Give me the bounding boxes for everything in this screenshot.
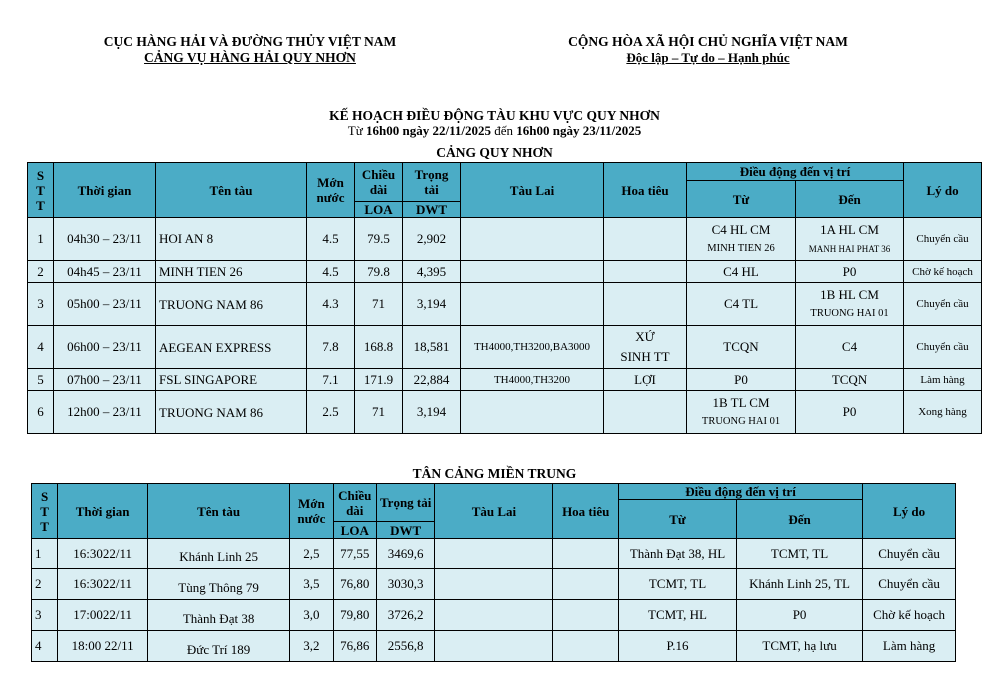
col-move: Điều động đến vị trí xyxy=(619,484,863,500)
col-reason: Lý do xyxy=(863,484,956,539)
col-tug: Tàu Lai xyxy=(461,163,604,218)
col-draft: Mớn nước xyxy=(307,163,355,218)
col-to: Đến xyxy=(796,181,904,218)
document-title: KẾ HOẠCH ĐIỀU ĐỘNG TÀU KHU VỰC QUY NHƠN xyxy=(329,108,660,123)
period-to-time: 16h00 ngày 23/11/2025 xyxy=(516,123,642,138)
col-move: Điều động đến vị trí xyxy=(687,163,904,181)
col-dwt: DWT xyxy=(403,202,461,218)
table-row: 4 06h00 – 23/11 AEGEAN EXPRESS 7.8 168.8 18,581 TH4000,TH3200,BA3000 XỨ SINH TT TCQN C4 Chuyển cầu xyxy=(28,326,982,369)
col-pilot: Hoa tiêu xyxy=(604,163,687,218)
col-pilot: Hoa tiêu xyxy=(553,484,619,539)
table-row: 5 07h00 – 23/11 FSL SINGAPORE 7.1 171.9 22,884 TH4000,TH3200 LỢI P0 TCQN Làm hàng xyxy=(28,369,982,391)
section1-table xyxy=(27,162,982,434)
col-time: Thời gian xyxy=(58,484,148,539)
national-motto: Độc lập – Tự do – Hạnh phúc xyxy=(626,50,790,65)
col-draft: Mớn nước xyxy=(290,484,333,539)
col-reason: Lý do xyxy=(904,163,982,218)
table-row: 6 12h00 – 23/11 TRUONG NAM 86 2.5 71 3,194 1B TL CM TRUONG HAI 01 P0 Xong hàng xyxy=(28,391,982,434)
col-length: Chiều dài xyxy=(333,484,376,522)
agency-name: CỤC HÀNG HẢI VÀ ĐƯỜNG THỦY VIỆT NAM xyxy=(103,34,397,49)
col-tonnage: Trọng tải xyxy=(403,163,461,202)
period-from-word: Từ xyxy=(347,123,363,138)
col-loa: LOA xyxy=(333,522,376,539)
col-ship: Tên tàu xyxy=(156,163,307,218)
header-left xyxy=(60,34,440,66)
table-row: 3 05h00 – 23/11 TRUONG NAM 86 4.3 71 3,194 C4 TL 1B HL CM TRUONG HAI 01 Chuyển cầu xyxy=(28,283,982,326)
header-right xyxy=(528,34,888,66)
section2-title: TÂN CẢNG MIỀN TRUNG xyxy=(412,466,577,481)
col-from: Từ xyxy=(619,500,737,539)
document-title-block xyxy=(0,108,989,138)
col-stt: S T T xyxy=(32,484,58,539)
table-row: 3 17:0022/11 Thành Đạt 38 3,0 79,80 3726,2 TCMT, HL P0 Chờ kế hoạch xyxy=(32,600,956,631)
table-row: 2 04h45 – 23/11 MINH TIEN 26 4.5 79.8 4,395 C4 HL P0 Chờ kế hoạch xyxy=(28,261,982,283)
col-time: Thời gian xyxy=(54,163,156,218)
table-row: 1 04h30 – 23/11 HOI AN 8 4.5 79.5 2,902 C4 HL CM MINH TIEN 26 1A HL CM MANH HAI PHAT 36 Chuyển cầu xyxy=(28,218,982,261)
col-to: Đến xyxy=(737,500,863,539)
national-title: CỘNG HÒA XÃ HỘI CHỦ NGHĨA VIỆT NAM xyxy=(568,34,848,49)
period-from-time: 16h00 ngày 22/11/2025 xyxy=(366,123,491,138)
col-length: Chiều dài xyxy=(355,163,403,202)
table-row: 1 16:3022/11 Khánh Linh 25 2,5 77,55 3469,6 Thành Đạt 38, HL TCMT, TL Chuyển cầu xyxy=(32,539,956,569)
col-ship: Tên tàu xyxy=(147,484,289,539)
table-row: 2 16:3022/11 Tùng Thông 79 3,5 76,80 3030,3 TCMT, TL Khánh Linh 25, TL Chuyển cầu xyxy=(32,569,956,600)
period-to-word: đến xyxy=(494,123,514,138)
period-line xyxy=(0,123,989,138)
port-authority-name: CẢNG VỤ HÀNG HẢI QUY NHƠN xyxy=(144,50,356,65)
section2-table xyxy=(31,483,956,662)
col-tonnage: Trọng tải xyxy=(376,484,435,522)
section1-title: CẢNG QUY NHƠN xyxy=(436,145,553,160)
col-loa: LOA xyxy=(355,202,403,218)
col-dwt: DWT xyxy=(376,522,435,539)
table-row: 4 18:00 22/11 Đức Trí 189 3,2 76,86 2556,8 P.16 TCMT, hạ lưu Làm hàng xyxy=(32,631,956,662)
col-stt: S T T xyxy=(28,163,54,218)
col-tug: Tàu Lai xyxy=(435,484,553,539)
col-from: Từ xyxy=(687,181,796,218)
